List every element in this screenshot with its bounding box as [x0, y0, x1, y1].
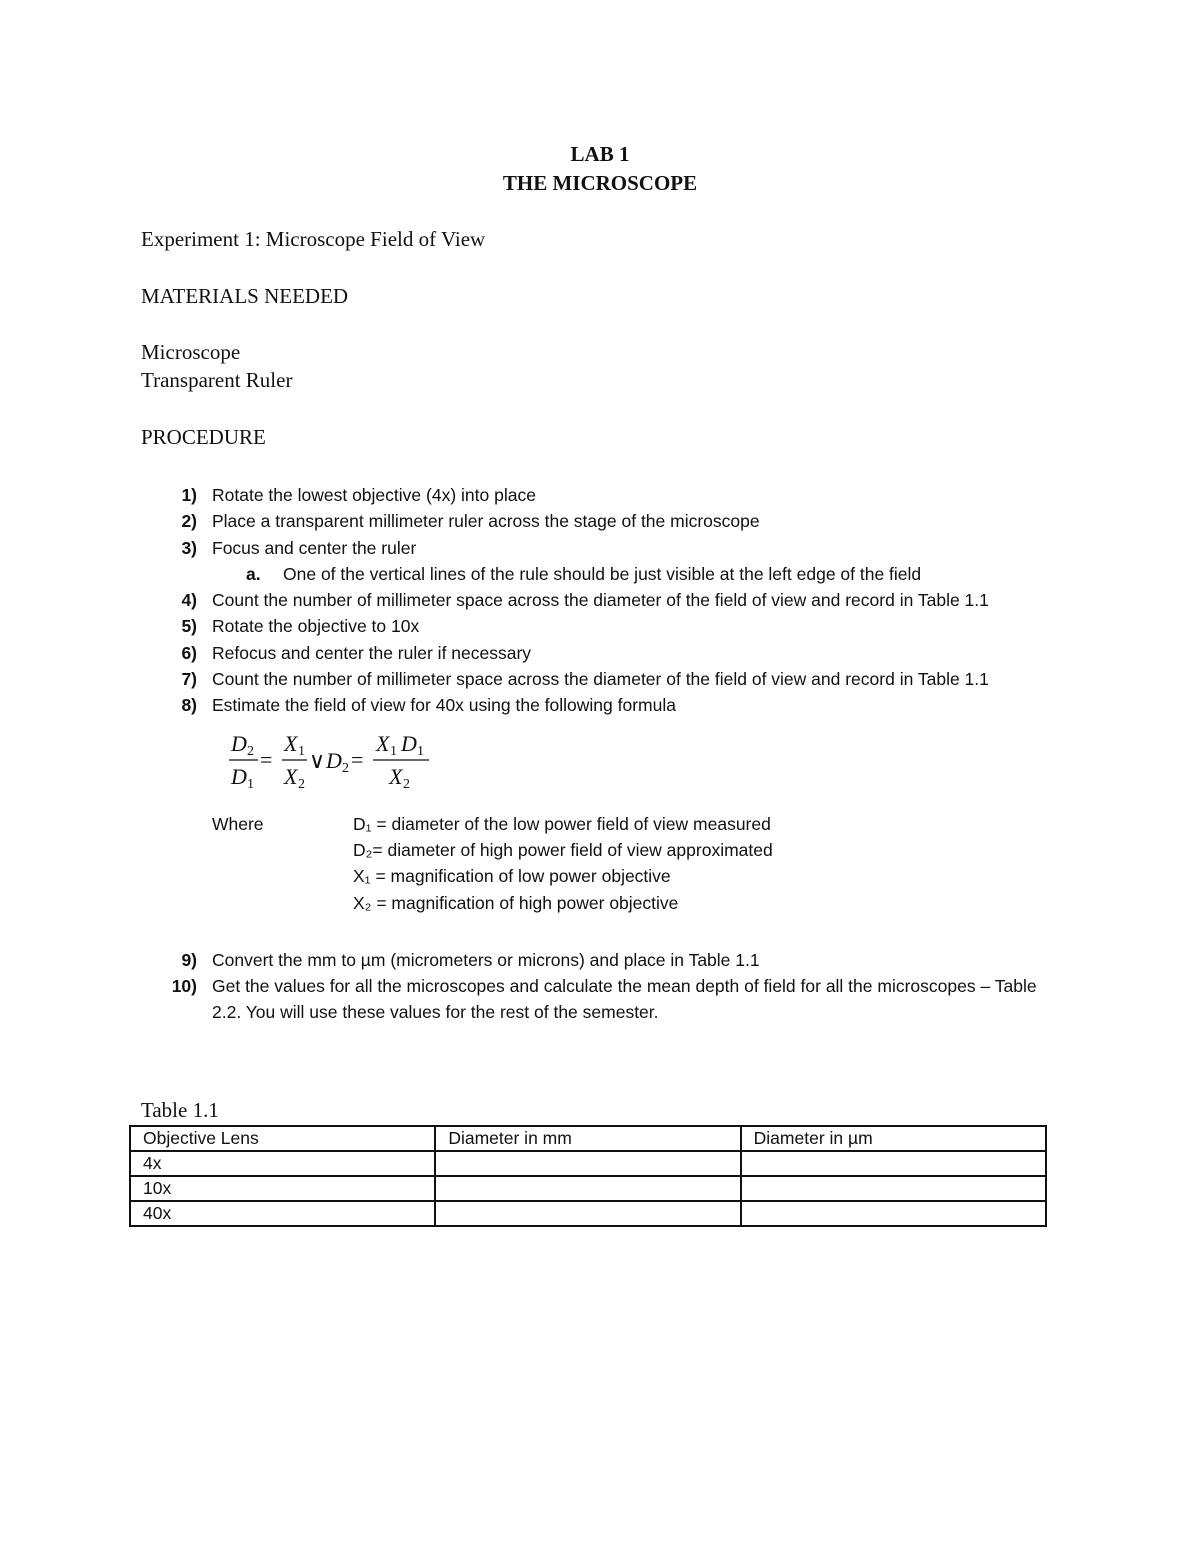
formula-d: D [326, 747, 342, 773]
formula-equals: = [351, 746, 364, 772]
procedure-heading: PROCEDURE [141, 425, 266, 449]
procedure-list [141, 482, 1041, 1026]
step-number: 9) [181, 949, 197, 970]
formula-sub: 2 [298, 776, 305, 792]
field-of-view-formula [227, 719, 1041, 811]
table-cell[interactable] [435, 1151, 740, 1176]
procedure-step [141, 613, 1041, 639]
step-number: 6) [181, 642, 197, 663]
table-row [130, 1151, 1046, 1176]
table-cell[interactable] [435, 1176, 740, 1201]
step-text: Refocus and center the ruler if necessary [212, 642, 532, 663]
formula-d: D [401, 730, 417, 756]
formula-definitions [212, 811, 1041, 921]
material-item: Microscope [141, 340, 241, 364]
where-label: Where [212, 813, 264, 834]
step-number: 7) [181, 669, 197, 690]
formula-sub: 1 [247, 776, 254, 792]
lab-title: LAB 1 [570, 142, 630, 166]
table-row [130, 1201, 1046, 1226]
definition-list [353, 811, 773, 916]
results-table [129, 1125, 1047, 1227]
step-text: Get the values for all the microscopes and calculate the mean depth of field for all the microscopes – Table 2.2. You will use these values for the rest of the semester. [212, 975, 1037, 1023]
table-header-cell: Objective Lens [130, 1126, 435, 1151]
step-number: 5) [181, 616, 197, 637]
step-text: Rotate the objective to 10x [212, 616, 420, 637]
procedure-step [141, 947, 1041, 973]
step-number: 8) [181, 695, 197, 716]
table-header-cell: Diameter in mm [435, 1126, 740, 1151]
step-number: 2) [181, 511, 197, 532]
table-cell[interactable] [741, 1151, 1046, 1176]
table-cell: 40x [130, 1201, 435, 1226]
procedure-step [141, 973, 1041, 1026]
experiment-title: Experiment 1: Microscope Field of View [141, 227, 486, 251]
table-caption: Table 1.1 [141, 1098, 219, 1122]
formula-sub: 2 [403, 776, 410, 792]
step-text: Count the number of millimeter space across the diameter of the field of view and record in Table 1.1 [212, 669, 989, 690]
formula-sub: 2 [247, 743, 254, 759]
definition-item: D₁ = diameter of the low power field of view measured [353, 813, 771, 834]
definition-item: X₂ = magnification of high power objective [353, 892, 679, 913]
definition-item: X₁ = magnification of low power objective [353, 866, 671, 887]
lab-subtitle: THE MICROSCOPE [502, 171, 698, 195]
procedure-step [141, 535, 1041, 561]
step-text: Focus and center the ruler [212, 537, 417, 558]
procedure-step [141, 692, 1041, 718]
step-number: 10) [171, 975, 197, 996]
procedure-step [141, 508, 1041, 534]
step-text: Count the number of millimeter space across the diameter of the field of view and record in Table 1.1 [212, 590, 989, 611]
formula-d: D [231, 763, 247, 789]
formula-equals: = [260, 746, 273, 772]
procedure-step [141, 482, 1041, 508]
procedure-substep [141, 561, 1041, 587]
formula-sub: 1 [298, 743, 305, 759]
step-text: Convert the mm to µm (micrometers or microns) and place in Table 1.1 [212, 949, 760, 970]
formula-sub: 1 [417, 743, 424, 759]
procedure-step [141, 666, 1041, 692]
step-text: Rotate the lowest objective (4x) into place [212, 485, 536, 505]
procedure-step [141, 640, 1041, 666]
materials-heading: MATERIALS NEEDED [141, 284, 349, 308]
table-header-row [130, 1126, 1046, 1151]
substep-text: One of the vertical lines of the rule should be just visible at the left edge of the field [283, 563, 922, 584]
table-cell: 4x [130, 1151, 435, 1176]
step-number: 1) [181, 485, 197, 505]
table-header-cell: Diameter in µm [741, 1126, 1046, 1151]
step-number: 3) [181, 537, 197, 558]
definition-item: D₂= diameter of high power field of view approximated [353, 839, 773, 860]
formula-or: ∨ [309, 747, 326, 773]
formula-sub: 1 [390, 743, 397, 759]
table-cell: 10x [130, 1176, 435, 1201]
step-number: 4) [181, 590, 197, 611]
formula-x: X [376, 730, 390, 756]
table-cell[interactable] [741, 1201, 1046, 1226]
formula-x: X [284, 730, 298, 756]
formula-d: D [231, 730, 247, 756]
formula-x: X [389, 763, 403, 789]
table-row [130, 1176, 1046, 1201]
step-text: Place a transparent millimeter ruler across the stage of the microscope [212, 511, 760, 532]
procedure-step [141, 587, 1041, 613]
formula-graphic [227, 721, 457, 809]
material-item: Transparent Ruler [141, 368, 293, 392]
formula-sub: 2 [342, 760, 349, 776]
spacer [141, 921, 1041, 947]
table-cell[interactable] [435, 1201, 740, 1226]
substep-letter: a. [246, 563, 261, 584]
table-cell[interactable] [741, 1176, 1046, 1201]
formula-x: X [284, 763, 298, 789]
step-text: Estimate the field of view for 40x using the following formula [212, 695, 676, 716]
